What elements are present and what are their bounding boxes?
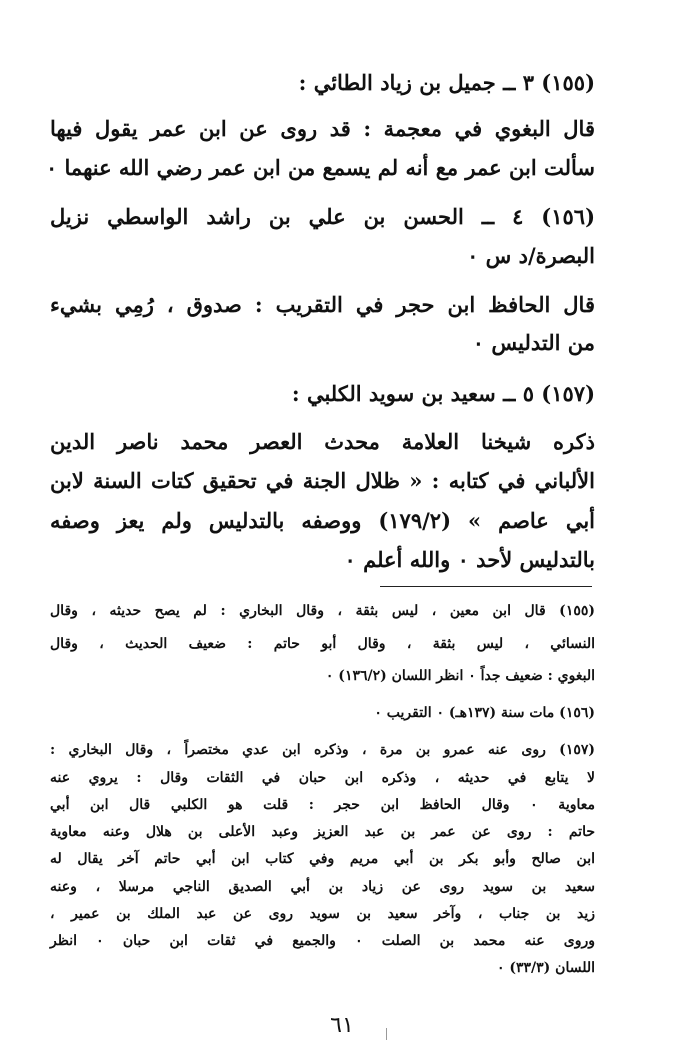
print-mark xyxy=(386,1028,387,1040)
entry-157-text-line-1: ذكره شيخنا العلامة محدث العصر محمد ناصر الدين xyxy=(50,429,595,454)
entry-156-heading: (١٥٦) ٤ ــ الحسن بن علي بن راشد الواسطي نزيل xyxy=(50,204,596,229)
entry-156-heading-cont: البصرة/د س ٠ xyxy=(467,243,595,268)
page-number: ٦١ xyxy=(330,1013,354,1038)
footnote-155-line-3: البغوي : ضعيف جداً ٠ انظر اللسان (١٣٦/٢) ٠ xyxy=(325,668,595,684)
footnote-separator xyxy=(380,586,592,587)
entry-155-text-line-2: سألت ابن عمر مع أنه لم يسمع من ابن عمر رضي الله عنهما ٠ xyxy=(45,155,595,180)
entry-155-text-line-1: قال البغوي في معجمة : قد روى عن ابن عمر يقول فيها xyxy=(50,116,595,141)
entry-156-text-line-1: قال الحافظ ابن حجر في التقريب : صدوق ، رُمِي بشيء xyxy=(50,292,595,317)
footnote-156: (١٥٦) مات سنة (١٣٧هـ) ٠ التقريب ٠ xyxy=(374,705,595,721)
entry-157-heading: (١٥٧) ٥ ــ سعيد بن سويد الكلبي : xyxy=(291,381,595,406)
footnote-155-line-1: (١٥٥) قال ابن معين ، ليس بثقة ، وقال البخاري : لم يصح حديثه ، وقال xyxy=(50,603,595,619)
entry-156-text-line-2: من التدليس ٠ xyxy=(472,330,595,355)
footnote-157-line-8: وروى عنه محمد بن الصلت ٠ والجميع في ثقات ابن حبان ٠ انظر xyxy=(50,933,596,949)
footnote-157-line-9: اللسان (٣٣/٣) ٠ xyxy=(496,960,595,976)
footnote-157-line-3: معاوية ٠ وقال الحافظ ابن حجر : قلت هو الكلبي قال ابن أبي xyxy=(50,797,595,813)
footnote-157-line-6: سعيد بن سويد روى عن زياد بن أبي الصديق الناجي مرسلا ، وعنه xyxy=(50,879,595,895)
entry-157-text-line-4: بالتدليس لأحد ٠ والله أعلم ٠ xyxy=(344,547,595,572)
footnote-157-line-7: زيد بن جناب ، وآخر سعيد بن سويد روى عن عبد الملك بن عمير ، xyxy=(50,906,595,922)
footnote-155-line-2: النسائي ، ليس بثقة ، وقال أبو حاتم : ضعيف الحديث ، وقال xyxy=(50,636,595,652)
footnote-157-line-2: لا يتابع في حديثه ، وذكره ابن حبان في الثقات وقال : يروي عنه xyxy=(50,770,595,786)
footnote-157-line-5: ابن صالح وأبو بكر بن أبي مريم وفي كتاب ابن أبي حاتم آخر يقال له xyxy=(50,851,595,867)
entry-157-text-line-3: أبي عاصم » (١٧٩/٢) ووصفه بالتدليس ولم يعز وصفه xyxy=(50,508,595,533)
footnote-157-line-4: حاتم : روى عن عمر بن عبد العزيز وعبد الأعلى بن هلال وعنه معاوية xyxy=(50,824,595,840)
footnote-157-line-1: (١٥٧) روى عنه عمرو بن مرة ، وذكره ابن عدي مختصراً ، وقال البخاري : xyxy=(50,742,595,758)
entry-157-text-line-2: الألباني في كتابه : « ظلال الجنة في تحقيق كتات السنة لابن xyxy=(50,468,595,493)
entry-155-heading: (١٥٥) ٣ ــ جميل بن زياد الطائي : xyxy=(298,70,595,95)
